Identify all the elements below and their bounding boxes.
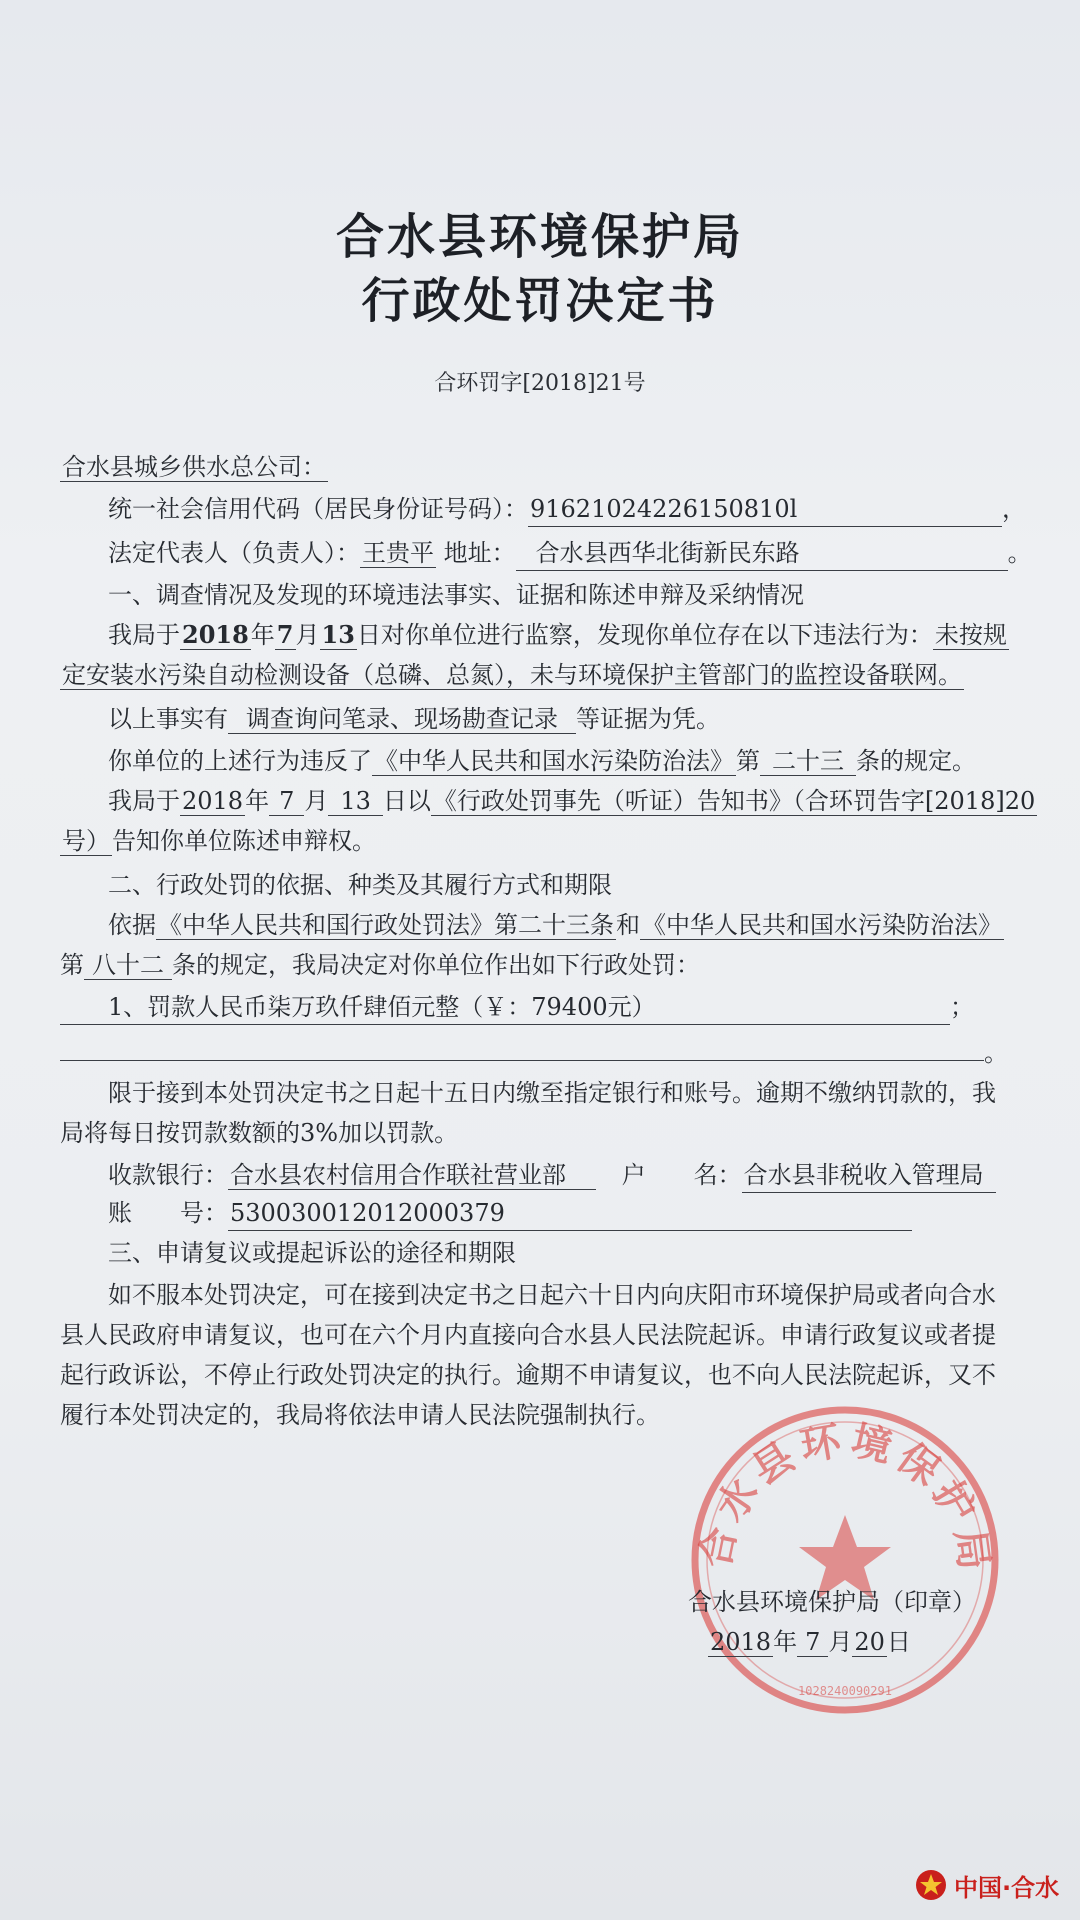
s2p1-law-a: 《中华人民共和国行政处罚法》第二十三条 [158, 911, 614, 939]
s2p2-text-b: 条的规定，我局决定对你单位作出如下行政处罚： [172, 951, 700, 979]
s1p3-text-c: 条的规定。 [856, 747, 976, 775]
section1-para2 [108, 702, 1068, 736]
s2p1-text-b: 和 [616, 911, 640, 939]
section1-para3 [108, 744, 1068, 778]
section2-para4: 局将每日按罚款数额的3%加以罚款。 [60, 1119, 459, 1147]
section3-line1: 如不服本处罚决定，可在接到决定书之日起六十日内向庆阳市环境保护局或者向合水 [108, 1281, 996, 1309]
s1p4-month: 7 [269, 787, 304, 816]
s1p4-nian: 年 [245, 787, 270, 815]
penalty-period: 。 [984, 1039, 1008, 1067]
s1p4-yue: 月 [304, 787, 329, 815]
s1p2-text-b: 等证据为凭。 [576, 705, 720, 733]
section3-line4: 履行本处罚决定的，我局将依法申请人民法院强制执行。 [60, 1401, 660, 1429]
document-number: 合环罚字[2018]21号 [434, 371, 646, 396]
section2-para2 [60, 948, 1020, 982]
document-title-line2: 行政处罚决定书 [361, 273, 719, 329]
penalty-blank [60, 1030, 984, 1061]
s1p3-article: 二十三 [760, 747, 856, 776]
credit-code-line [108, 492, 1068, 527]
s1p4-text-b: 日以 [382, 787, 431, 815]
s1p4-text-c: 告知你单位陈述申辩权。 [112, 827, 376, 855]
credit-code-end: ， [1002, 495, 1026, 523]
signature-ri: 日 [886, 1628, 911, 1656]
s1p4-text-a: 我局于 [108, 787, 180, 815]
s1p2-text-a: 以上事实有 [108, 705, 228, 733]
penalty-amount: 1、罚款人民币柒万玖仟肆佰元整（￥：79400元） [60, 990, 950, 1025]
account-name-label: 户 名： [621, 1161, 742, 1189]
s1p4-notice: 《行政处罚事先（听证）告知书》（合环罚告字[2018]20 [432, 787, 1036, 815]
s1p1-text-b: 日对你单位进行监察，发现你单位存在以下违法行为： [356, 621, 933, 649]
seal-number: 1028240090291 [798, 1684, 892, 1698]
section1-para4 [108, 784, 1068, 818]
penalty-line [60, 990, 1020, 1025]
address-end: 。 [1007, 539, 1032, 567]
s1p4-year: 2018 [182, 787, 244, 815]
s1p1-violation-a: 未按规 [934, 621, 1007, 649]
s1p1-day: 13 [321, 620, 355, 649]
account-number-label: 账 号： [108, 1199, 228, 1227]
s1p1-text-a: 我局于 [108, 621, 180, 649]
signature-day: 20 [854, 1628, 885, 1656]
section1-heading: 一、调查情况及发现的环境违法事实、证据和陈述申辩及采纳情况 [108, 581, 804, 609]
account-name: 合水县非税收入管理局 [742, 1158, 996, 1193]
signature-month: 7 [797, 1628, 828, 1657]
section1-para1 [108, 618, 1068, 652]
s1p1-yue: 月 [295, 621, 320, 649]
signature-nian: 年 [773, 1628, 798, 1656]
legal-rep-line [108, 536, 1068, 571]
signature-date [708, 1622, 911, 1657]
legal-rep-label: 法定代表人（负责人）： [108, 539, 360, 567]
s1p3-law: 《中华人民共和国水污染防治法》 [374, 747, 734, 775]
s1p1-month: 7 [276, 620, 294, 649]
section2-heading: 二、行政处罚的依据、种类及其履行方式和期限 [108, 871, 612, 899]
watermark-logo [914, 1862, 1064, 1908]
recipient-name: 合水县城乡供水总公司： [62, 453, 326, 481]
watermark-text: 中国·合水 [954, 1873, 1060, 1902]
s1p3-text-a: 你单位的上述行为违反了 [108, 747, 372, 775]
s1p1-year: 2018 [182, 620, 249, 649]
account-number: 530030012012000379 [228, 1196, 912, 1231]
s1p1-violation-b: 定安装水污染自动检测设备（总磷、总氮），未与环境保护主管部门的监控设备联网。 [62, 661, 962, 689]
address-label: 地址： [443, 539, 516, 567]
address-value: 合水县西华北街新民东路 [516, 536, 1008, 571]
signature-yue: 月 [828, 1628, 853, 1656]
bank-line [108, 1158, 1068, 1193]
credit-code-value: 91621024226150810l [528, 492, 1002, 527]
official-seal-icon [680, 1395, 1010, 1725]
s1p4-day: 13 [328, 787, 383, 816]
legal-rep-name: 王贵平 [362, 539, 434, 567]
section3-heading: 三、申请复议或提起诉讼的途径和期限 [108, 1239, 516, 1267]
penalty-semicolon: ； [950, 993, 974, 1021]
bank-label: 收款银行： [108, 1161, 228, 1189]
penalty-blank-line [60, 1030, 1020, 1070]
credit-code-label: 统一社会信用代码（居民身份证号码）： [108, 495, 528, 523]
emblem-icon [914, 1868, 948, 1902]
section3-line2: 县人民政府申请复议，也可在六个月内直接向合水县人民法院起诉。申请行政复议或者提 [60, 1321, 996, 1349]
bank-name: 合水县农村信用合作联社营业部 [228, 1161, 596, 1190]
document-title-line1: 合水县环境保护局 [335, 209, 744, 265]
s1p1-nian: 年 [250, 621, 275, 649]
section2-para3: 限于接到本处罚决定书之日起十五日内缴至指定银行和账号。逾期不缴纳罚款的，我 [108, 1079, 996, 1107]
s1p3-text-b: 第 [736, 747, 760, 775]
s2p2-article: 八十二 [84, 951, 172, 980]
s2p1-text-a: 依据 [108, 911, 156, 939]
section3-line3: 起行政诉讼，不停止行政处罚决定的执行。逾期不申请复议，也不向人民法院起诉，又不 [60, 1361, 996, 1389]
s2p1-law-b: 《中华人民共和国水污染防治法》 [642, 911, 1002, 939]
s1p2-evidence: 调查询问笔录、现场勘查记录 [228, 705, 576, 734]
signature-org: 合水县环境保护局（印章） [688, 1588, 976, 1616]
seal-text: 合水县环境保护局 [692, 1417, 998, 1579]
section1-para4-cont [60, 824, 1020, 858]
signature-year: 2018 [710, 1628, 772, 1656]
section2-para1 [108, 908, 1068, 942]
section1-para1-cont [60, 658, 1020, 692]
s2p2-text-a: 第 [60, 951, 84, 979]
recipient-line [60, 450, 1020, 484]
account-number-line [108, 1196, 1068, 1231]
s1p4-notice-end: 号） [62, 827, 110, 855]
